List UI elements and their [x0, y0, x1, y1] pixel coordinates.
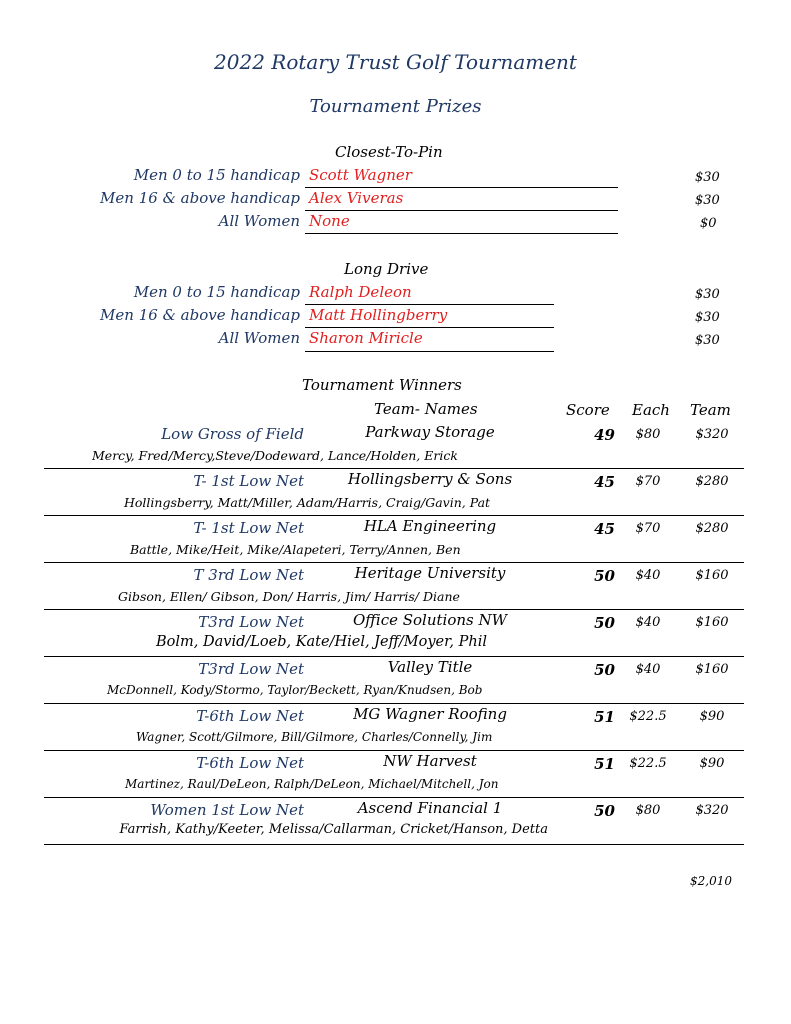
long-drive-label: Men 0 to 15 handicap — [133, 283, 300, 301]
closest-amount: $30 — [695, 193, 720, 208]
row-divider — [44, 609, 744, 610]
winner-names: Battle, Mike/Heit, Mike/Alapeteri, Terry/Annen, Ben — [130, 542, 461, 557]
winner-team: Hollingsberry & Sons — [347, 470, 513, 488]
winner-total: $90 — [699, 756, 725, 771]
winner-each: $40 — [635, 662, 661, 677]
winner-score: 45 — [594, 473, 615, 491]
winner-names: Gibson, Ellen/ Gibson, Don/ Harris, Jim/ Harris/ Diane — [118, 589, 460, 604]
winner-team: Valley Title — [387, 658, 473, 676]
winner-names: Farrish, Kathy/Keeter, Melissa/Callarman, Cricket/Hanson, Detta — [119, 822, 548, 837]
winner-total: $160 — [695, 662, 729, 677]
long-drive-winner: Ralph Deleon — [309, 283, 412, 301]
winner-each: $22.5 — [629, 756, 667, 771]
column-header-total: Team — [690, 401, 731, 419]
long-drive-winner: Matt Hollingberry — [309, 306, 448, 324]
winner-score: 50 — [594, 802, 615, 820]
winner-names: Mercy, Fred/Mercy,Steve/Dodeward, Lance/Holden, Erick — [92, 448, 458, 463]
winner-team: MG Wagner Roofing — [353, 705, 507, 723]
closest-amount: $30 — [695, 170, 720, 185]
winner-names: Wagner, Scott/Gilmore, Bill/Gilmore, Charles/Connelly, Jim — [136, 730, 493, 744]
grand-total: $2,010 — [690, 874, 732, 888]
winner-names: McDonnell, Kody/Stormo, Taylor/Beckett, Ryan/Knudsen, Bob — [107, 683, 483, 697]
winner-names: Bolm, David/Loeb, Kate/Hiel, Jeff/Moyer, Phil — [156, 634, 488, 650]
winner-each: $40 — [635, 615, 661, 630]
row-divider — [44, 750, 744, 751]
closest-underline — [305, 210, 618, 211]
winner-category: T 3rd Low Net — [193, 566, 304, 584]
winner-score: 51 — [594, 755, 615, 773]
winner-category: T- 1st Low Net — [193, 519, 304, 537]
column-header-team: Team- Names — [374, 400, 478, 418]
winner-names: Martinez, Raul/DeLeon, Ralph/DeLeon, Michael/Mitchell, Jon — [125, 777, 499, 791]
winner-team: Parkway Storage — [365, 423, 495, 441]
winner-total: $280 — [695, 474, 729, 489]
winner-score: 51 — [594, 708, 615, 726]
closest-underline — [305, 233, 618, 234]
winner-category: T-6th Low Net — [196, 754, 304, 772]
winner-each: $70 — [635, 474, 661, 489]
winner-total: $320 — [695, 427, 729, 442]
closest-label: Men 0 to 15 handicap — [133, 166, 300, 184]
winner-names: Hollingsberry, Matt/Miller, Adam/Harris, Craig/Gavin, Pat — [124, 495, 491, 510]
winner-total: $160 — [695, 568, 729, 583]
winner-team: Ascend Financial 1 — [357, 799, 503, 817]
winner-score: 50 — [594, 614, 615, 632]
closest-heading: Closest-To-Pin — [335, 143, 443, 161]
winner-each: $80 — [635, 803, 661, 818]
long-drive-amount: $30 — [695, 333, 720, 348]
page-subtitle: Tournament Prizes — [309, 96, 482, 117]
column-header-each: Each — [632, 401, 670, 419]
long-drive-underline — [305, 351, 554, 352]
winner-team: HLA Engineering — [363, 517, 497, 535]
long-drive-underline — [305, 327, 554, 328]
row-divider — [44, 844, 744, 845]
winner-each: $80 — [635, 427, 661, 442]
long-drive-heading: Long Drive — [344, 260, 429, 278]
closest-winner: None — [309, 212, 350, 230]
row-divider — [44, 515, 744, 516]
winner-score: 49 — [594, 426, 615, 444]
winner-team: NW Harvest — [383, 752, 477, 770]
closest-amount: $0 — [700, 216, 717, 231]
winner-each: $70 — [635, 521, 661, 536]
winner-category: T3rd Low Net — [198, 613, 304, 631]
closest-label: All Women — [218, 212, 300, 230]
long-drive-label: All Women — [218, 329, 300, 347]
long-drive-winner: Sharon Miricle — [309, 329, 423, 347]
closest-winner: Scott Wagner — [309, 166, 412, 184]
winner-score: 45 — [594, 520, 615, 538]
winners-heading: Tournament Winners — [302, 376, 462, 394]
long-drive-label: Men 16 & above handicap — [100, 306, 300, 324]
row-divider — [44, 656, 744, 657]
winner-each: $40 — [635, 568, 661, 583]
winner-category: T-6th Low Net — [196, 707, 304, 725]
closest-winner: Alex Viveras — [309, 189, 404, 207]
winner-each: $22.5 — [629, 709, 667, 724]
row-divider — [44, 468, 744, 469]
winner-total: $90 — [699, 709, 725, 724]
winner-score: 50 — [594, 567, 615, 585]
column-header-score: Score — [566, 401, 610, 419]
winner-category: T3rd Low Net — [198, 660, 304, 678]
row-divider — [44, 703, 744, 704]
winner-total: $160 — [695, 615, 729, 630]
winner-category: T- 1st Low Net — [193, 472, 304, 490]
winner-total: $320 — [695, 803, 729, 818]
row-divider — [44, 562, 744, 563]
winner-names-clip — [44, 822, 548, 844]
winner-score: 50 — [594, 661, 615, 679]
winner-category: Low Gross of Field — [161, 425, 304, 443]
long-drive-underline — [305, 304, 554, 305]
closest-underline — [305, 187, 618, 188]
winner-total: $280 — [695, 521, 729, 536]
winner-team: Heritage University — [354, 564, 506, 582]
row-divider — [44, 797, 744, 798]
long-drive-amount: $30 — [695, 287, 720, 302]
closest-label: Men 16 & above handicap — [100, 189, 300, 207]
page-title: 2022 Rotary Trust Golf Tournament — [214, 50, 577, 74]
long-drive-amount: $30 — [695, 310, 720, 325]
winner-category: Women 1st Low Net — [150, 801, 304, 819]
winner-team: Office Solutions NW — [352, 611, 508, 629]
